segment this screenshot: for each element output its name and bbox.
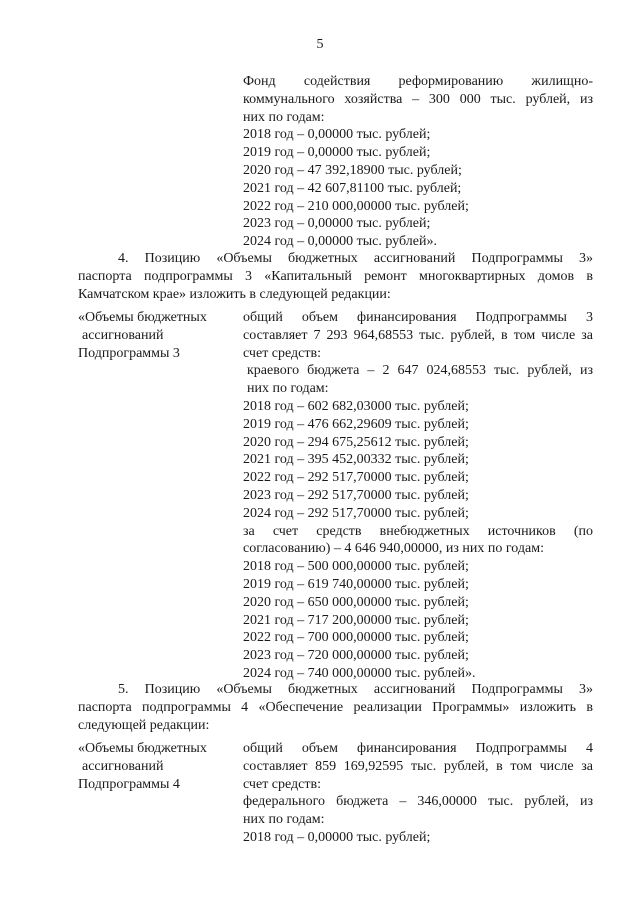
paragraph-line: 5. Позицию «Объемы бюджетных ассигнований Подпрограммы 3» bbox=[118, 682, 593, 697]
paragraph-line: следующей редакции: bbox=[78, 717, 210, 733]
label-line: ассигнований bbox=[82, 327, 164, 343]
text-line: за счет средств внебюджетных источников (по bbox=[243, 523, 593, 539]
label-line: ассигнований bbox=[82, 758, 164, 774]
year-line: 2018 год – 602 682,03000 тыс. рублей; bbox=[243, 398, 469, 414]
text-line: согласованию) – 4 646 940,00000, из них по годам: bbox=[243, 541, 544, 557]
text-line: федерального бюджета – 346,00000 тыс. рублей, из bbox=[243, 794, 593, 810]
text-line: них по годам: bbox=[247, 381, 329, 397]
label-line: Подпрограммы 3 bbox=[78, 345, 180, 361]
text-line: общий объем финансирования Подпрограммы 4 bbox=[243, 741, 593, 756]
year-line: 2021 год – 717 200,00000 тыс. рублей; bbox=[243, 612, 469, 628]
fund-block bbox=[243, 73, 593, 251]
year-line: 2024 год – 740 000,00000 тыс. рублей». bbox=[243, 665, 476, 681]
year-line: 2020 год – 294 675,25612 тыс. рублей; bbox=[243, 434, 469, 450]
text-line: Фонд содействия реформированию жилищно- bbox=[243, 74, 593, 89]
item-4-label-column bbox=[78, 309, 228, 362]
label-line: «Объемы бюджетных bbox=[78, 741, 207, 756]
item-5-paragraph bbox=[78, 681, 593, 734]
year-line: 2022 год – 210 000,00000 тыс. рублей; bbox=[243, 198, 469, 214]
label-line: «Объемы бюджетных bbox=[78, 310, 207, 325]
text-line: составляет 7 293 964,68553 тыс. рублей, в том числе за bbox=[243, 327, 593, 343]
year-line: 2018 год – 0,00000 тыс. рублей; bbox=[243, 127, 431, 143]
year-line: 2020 год – 650 000,00000 тыс. рублей; bbox=[243, 594, 469, 610]
year-line: 2019 год – 476 662,29609 тыс. рублей; bbox=[243, 416, 469, 432]
year-line: 2022 год – 292 517,70000 тыс. рублей; bbox=[243, 470, 469, 486]
year-line: 2023 год – 720 000,00000 тыс. рублей; bbox=[243, 648, 469, 664]
year-line: 2019 год – 619 740,00000 тыс. рублей; bbox=[243, 576, 469, 592]
text-line: коммунального хозяйства – 300 000 тыс. рублей, из bbox=[243, 91, 593, 107]
text-line: счет средств: bbox=[243, 345, 322, 361]
text-line: общий объем финансирования Подпрограммы 3 bbox=[243, 310, 593, 325]
paragraph-line: 4. Позицию «Объемы бюджетных ассигнований Подпрограммы 3» bbox=[118, 251, 593, 266]
year-line: 2021 год – 42 607,81100 тыс. рублей; bbox=[243, 180, 462, 196]
item-5-label-column bbox=[78, 740, 228, 793]
text-line: них по годам: bbox=[243, 109, 325, 125]
year-line: 2019 год – 0,00000 тыс. рублей; bbox=[243, 145, 431, 161]
year-line: 2024 год – 292 517,70000 тыс. рублей; bbox=[243, 505, 469, 521]
paragraph-line: паспорта подпрограммы 3 «Капитальный ремонт многоквартирных домов в bbox=[78, 268, 593, 284]
item-4-value-column bbox=[243, 309, 593, 683]
text-line: них по годам: bbox=[243, 812, 325, 828]
text-line: краевого бюджета – 2 647 024,68553 тыс. рублей, из bbox=[247, 363, 593, 379]
year-line: 2022 год – 700 000,00000 тыс. рублей; bbox=[243, 630, 469, 646]
item-4-paragraph bbox=[78, 250, 593, 303]
text-line: счет средств: bbox=[243, 776, 322, 792]
page-number: 5 bbox=[316, 37, 324, 52]
year-line: 2024 год – 0,00000 тыс. рублей». bbox=[243, 234, 437, 250]
year-line: 2021 год – 395 452,00332 тыс. рублей; bbox=[243, 452, 469, 468]
year-line: 2023 год – 0,00000 тыс. рублей; bbox=[243, 216, 431, 232]
label-line: Подпрограммы 4 bbox=[78, 776, 180, 792]
year-line: 2023 год – 292 517,70000 тыс. рублей; bbox=[243, 487, 469, 503]
paragraph-line: Камчатском крае» изложить в следующей редакции: bbox=[78, 286, 391, 302]
paragraph-line: паспорта подпрограммы 4 «Обеспечение реализации Программы» изложить в bbox=[78, 699, 593, 715]
year-line: 2018 год – 0,00000 тыс. рублей; bbox=[243, 829, 431, 845]
item-5-value-column bbox=[243, 740, 593, 847]
year-line: 2018 год – 500 000,00000 тыс. рублей; bbox=[243, 559, 469, 575]
year-line: 2020 год – 47 392,18900 тыс. рублей; bbox=[243, 162, 462, 178]
text-line: составляет 859 169,92595 тыс. рублей, в том числе за bbox=[243, 758, 593, 774]
